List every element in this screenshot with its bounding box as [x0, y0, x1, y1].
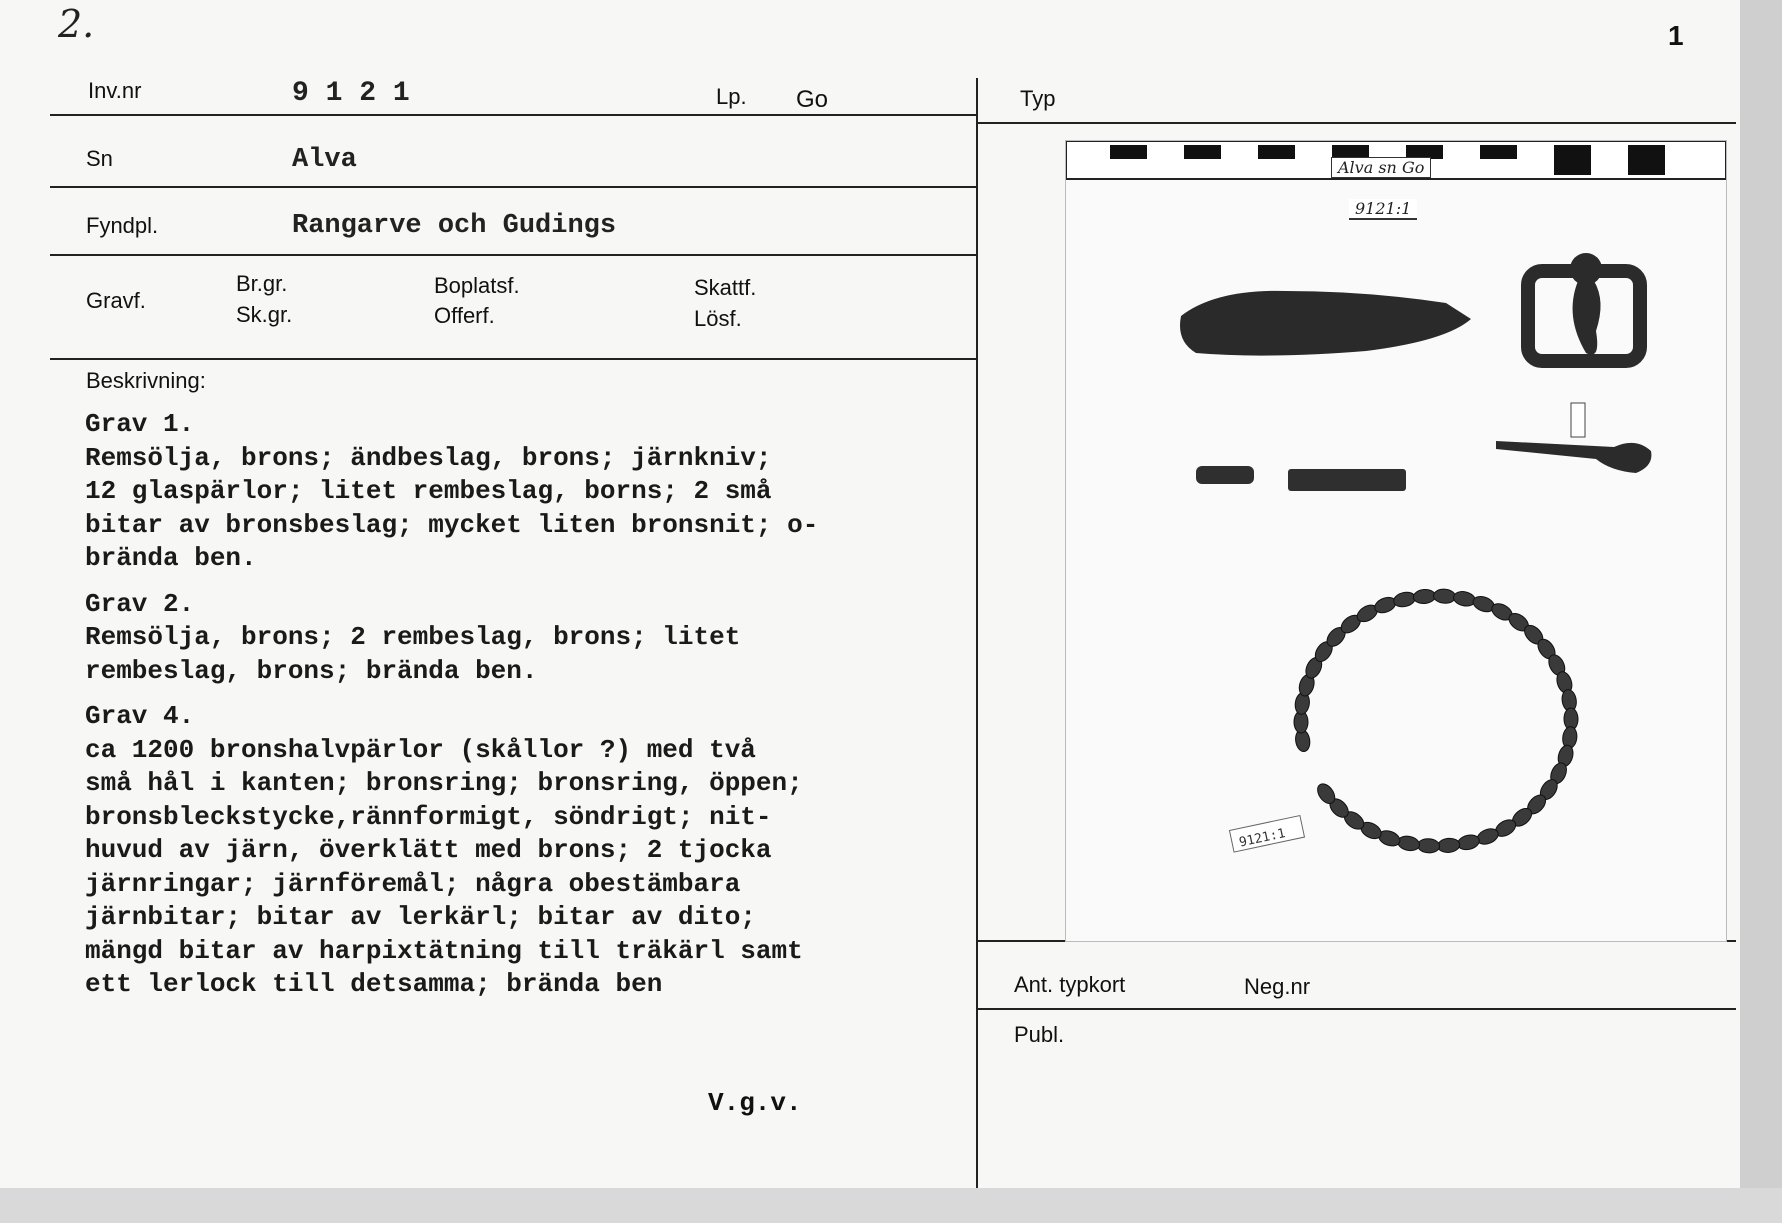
sn-label: Sn	[86, 146, 113, 171]
negnr-label: Neg.nr	[1244, 974, 1311, 999]
rule-gravf	[50, 358, 978, 360]
photo-number-label: 9121:1	[1349, 199, 1417, 220]
scale-tick	[1554, 145, 1591, 175]
grav1-line: 12 glaspärlor; litet rembeslag, borns; 2 små	[85, 476, 772, 506]
lp-label: Lp.	[716, 84, 747, 109]
grav4-line: bronsbleckstycke,rännformigt, söndrigt; nit-	[85, 801, 772, 832]
grav4-line: mängd bitar av harpixtätning till träkärl samt	[85, 935, 803, 966]
typ-label: Typ	[1020, 86, 1056, 111]
rule-sn	[50, 186, 978, 188]
grav4-title: Grav 4.	[85, 701, 195, 731]
buckle-knob	[1570, 253, 1602, 285]
grav4-line: järnringar; järnföremål; några obestämbara	[85, 868, 741, 899]
lp-value: Go	[796, 86, 829, 113]
bead	[1396, 834, 1420, 852]
artifact-photo	[1065, 140, 1727, 942]
offerf-label: Offerf.	[434, 303, 495, 328]
pin-tag	[1571, 403, 1585, 437]
column-divider	[976, 78, 978, 1188]
grav1-line: brända ben.	[85, 543, 257, 573]
photo-site-label: Alva sn Go	[1331, 157, 1431, 178]
rule-typ	[978, 122, 1736, 124]
bead-necklace	[1294, 589, 1578, 854]
bead	[1456, 833, 1481, 852]
losf-label: Lösf.	[694, 306, 742, 331]
rule-fyndpl	[50, 254, 978, 256]
skgr-label: Sk.gr.	[236, 302, 293, 327]
bead	[1452, 590, 1476, 608]
iron-knife	[1180, 291, 1471, 356]
grav4-line: små hål i kanten; bronsring; bronsring, öppen;	[85, 768, 803, 798]
artifact-drawing	[1066, 141, 1726, 941]
sn-value: Alva	[292, 145, 357, 175]
rule-inv	[50, 114, 978, 116]
small-fitting	[1196, 466, 1254, 484]
brgr-label: Br.gr.	[236, 271, 288, 296]
bead	[1437, 837, 1460, 853]
grav1-line: bitar av bronsbeslag; mycket liten bronsnit; o-	[85, 509, 819, 540]
description	[85, 408, 965, 1002]
fyndpl-label: Fyndpl.	[86, 213, 159, 238]
scale-tick	[1480, 145, 1517, 159]
boplatsf-label: Boplatsf.	[434, 273, 520, 298]
grav4-line: ca 1200 bronshalvpärlor (skållor ?) med två	[85, 734, 756, 765]
continuation-note: V.g.v.	[708, 1088, 802, 1118]
skattf-label: Skattf.	[694, 275, 757, 300]
publ-label: Publ.	[1014, 1022, 1065, 1047]
grav2-title: Grav 2.	[85, 588, 195, 619]
scan-edge-right	[1740, 0, 1782, 1223]
gravf-label: Gravf.	[86, 288, 146, 313]
scale-tick	[1184, 145, 1221, 159]
scale-tick	[1258, 145, 1295, 159]
fyndpl-value: Rangarve och Gudings	[292, 211, 617, 241]
corner-mark: 2.	[58, 2, 95, 46]
bead	[1417, 838, 1440, 853]
scan-edge-bottom	[0, 1188, 1782, 1223]
grav2-line: rembeslag, brons; brända ben.	[85, 655, 538, 686]
grav4-line: huvud av järn, överklätt med brons; 2 tjocka	[85, 835, 772, 865]
bronze-pin	[1496, 441, 1651, 473]
buckle-tongue	[1573, 281, 1601, 355]
strap-fitting	[1288, 469, 1406, 491]
scale-tick	[1110, 145, 1147, 159]
grav1-lines	[85, 442, 965, 576]
grav2-line: Remsölja, brons; 2 rembeslag, brons; litet	[85, 622, 741, 652]
bead-tag-text: 9121:1	[1237, 826, 1287, 851]
scale-tick	[1628, 145, 1665, 175]
grav2-lines	[85, 621, 965, 688]
inv-value: 9 1 2 1	[292, 78, 410, 109]
beskrivning-label: Beskrivning:	[86, 368, 206, 393]
grav4-lines	[85, 734, 965, 1002]
inv-label: Inv.nr	[88, 78, 142, 103]
grav1-title: Grav 1.	[85, 409, 195, 439]
grav1-line: Remsölja, brons; ändbeslag, brons; järnkniv;	[85, 442, 772, 473]
bead	[1413, 589, 1436, 605]
grav4-line: järnbitar; bitar av lerkärl; bitar av dito;	[85, 902, 756, 932]
bead	[1392, 590, 1417, 609]
page-number: 1	[1668, 20, 1684, 51]
rule-typkort	[978, 1008, 1736, 1010]
ant-typkort-label: Ant. typkort	[1014, 972, 1126, 997]
grav4-line: ett lerlock till detsamma; brända ben	[85, 969, 663, 999]
bead	[1433, 589, 1456, 604]
